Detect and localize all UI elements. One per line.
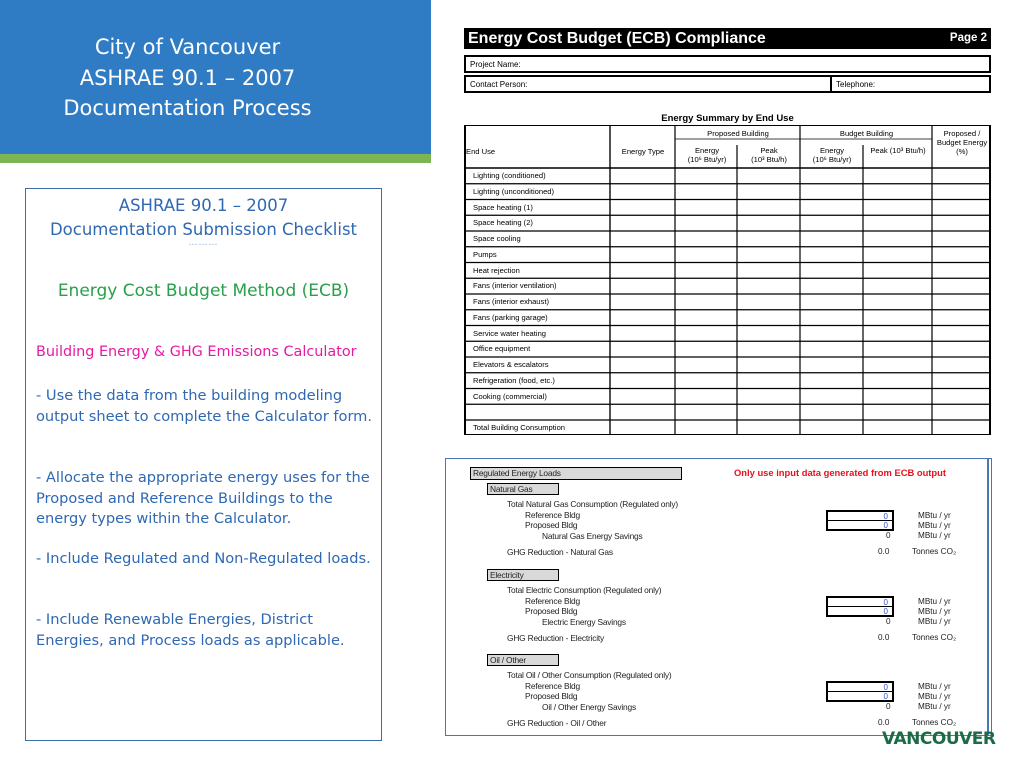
calculator-right-border <box>987 459 989 735</box>
project-name-field <box>464 55 991 73</box>
section-label-box: Electricity <box>487 569 559 581</box>
checklist-separator: ……… <box>188 238 219 248</box>
calculator-heading: Building Energy & GHG Emissions Calculator <box>36 344 357 360</box>
method-heading: Energy Cost Budget Method (ECB) <box>57 281 350 301</box>
header-budget-building: Budget Building <box>839 129 894 138</box>
consumption-input[interactable] <box>826 510 894 531</box>
ghg-value: 0.0 <box>878 547 890 556</box>
checklist-panel <box>25 188 382 741</box>
end-use-row-label: Lighting (conditioned) <box>473 171 546 180</box>
telephone-divider <box>830 77 832 91</box>
ghg-unit: Tonnes CO₂ <box>912 633 957 642</box>
unit-label: MBtu / yr <box>918 511 951 520</box>
proposed-value: 0 <box>883 607 888 616</box>
energy-summary-table <box>464 125 991 435</box>
end-use-row-label: Elevators & escalators <box>473 360 549 369</box>
reference-value: 0 <box>883 512 888 521</box>
ghg-unit: Tonnes CO₂ <box>912 547 957 556</box>
header-stripe <box>0 154 431 163</box>
input-divider <box>828 606 892 607</box>
title-line-3: Documentation Process <box>63 96 312 120</box>
form-title: Energy Cost Budget (ECB) Compliance <box>468 30 766 47</box>
unit-label: MBtu / yr <box>918 692 951 701</box>
end-use-row-label: Fans (interior ventilation) <box>473 281 557 291</box>
consumption-input[interactable] <box>826 681 894 702</box>
energy-savings-label: Oil / Other Energy Savings <box>542 702 636 712</box>
header-proposed-building: Proposed Building <box>707 129 769 138</box>
input-divider <box>828 691 892 692</box>
unit-label: MBtu / yr <box>918 607 951 616</box>
checklist-bullet-3: - Include Regulated and Non-Regulated loads. <box>36 550 371 567</box>
unit-label: MBtu / yr <box>918 531 951 540</box>
header-budget-energy: Energy (10⁶ Btu/yr) <box>812 146 852 164</box>
checklist-title-line-2: Documentation Submission Checklist <box>49 220 358 239</box>
ghg-unit: Tonnes CO₂ <box>912 718 957 727</box>
end-use-row-label: Service water heating <box>473 328 547 338</box>
checklist-bullet-1: - Use the data from the building modeling output sheet to complete the Calculator form. <box>36 387 373 425</box>
proposed-value: 0 <box>883 692 888 701</box>
reference-value: 0 <box>883 598 888 607</box>
unit-label: MBtu / yr <box>918 617 951 626</box>
input-divider <box>828 520 892 521</box>
unit-label: MBtu / yr <box>918 682 951 691</box>
consumption-input[interactable] <box>826 596 894 617</box>
checklist-title-line-1: ASHRAE 90.1 – 2007 <box>118 196 289 215</box>
form-banner <box>464 28 991 49</box>
checklist-bullet-4: - Include Renewable Energies, District Energies, and Process loads as applicable. <box>36 611 345 649</box>
ghg-value: 0.0 <box>878 633 890 642</box>
end-use-row-label: Heat rejection <box>473 265 520 275</box>
title-line-1: City of Vancouver <box>94 35 281 59</box>
section-total-label: Total Oil / Other Consumption (Regulated only) <box>507 670 672 680</box>
savings-value: 0 <box>886 531 891 540</box>
reference-value: 0 <box>883 683 888 692</box>
page-number: Page 2 <box>949 32 987 44</box>
header-end-use: End Use <box>466 147 496 156</box>
contact-person-label: Contact Person: <box>470 80 528 89</box>
reference-bldg-label: Reference Bldg <box>525 510 580 520</box>
savings-value: 0 <box>886 617 891 626</box>
contact-row <box>464 75 991 93</box>
end-use-row-label: Total Building Consumption <box>473 423 566 432</box>
header-proposed-budget-pct: Proposed / Budget Energy (%) <box>936 129 988 156</box>
header-proposed-peak: Peak (10³ Btu/h) <box>751 146 787 164</box>
regulated-loads-heading: Regulated Energy Loads <box>470 467 682 480</box>
header-banner <box>0 0 431 154</box>
section-label-box: Natural Gas <box>487 483 559 495</box>
section-total-label: Total Electric Consumption (Regulated only) <box>507 585 662 595</box>
end-use-row-label: Office equipment <box>473 344 531 354</box>
energy-savings-label: Natural Gas Energy Savings <box>542 531 643 541</box>
ghg-reduction-label: GHG Reduction - Natural Gas <box>507 547 613 557</box>
end-use-row-label: Fans (interior exhaust) <box>473 297 549 306</box>
section-total-label: Total Natural Gas Consumption (Regulated only) <box>507 499 678 509</box>
end-use-row-label: Space cooling <box>473 234 521 243</box>
energy-summary-title: Energy Summary by End Use <box>661 113 794 124</box>
ecb-compliance-form <box>464 28 991 436</box>
proposed-bldg-label: Proposed Bldg <box>525 606 578 616</box>
end-use-row-label: Refrigeration (food, etc.) <box>473 375 555 385</box>
ghg-value: 0.0 <box>878 718 890 727</box>
end-use-row-label: Space heating (2) <box>473 218 533 228</box>
ghg-reduction-label: GHG Reduction - Oil / Other <box>507 718 607 728</box>
ghg-calculator-form <box>445 458 992 736</box>
end-use-row-label: Pumps <box>473 249 497 259</box>
header-proposed-energy: Energy (10⁶ Btu/yr) <box>687 146 727 164</box>
proposed-bldg-label: Proposed Bldg <box>525 691 578 701</box>
end-use-row-label: Lighting (unconditioned) <box>473 186 555 196</box>
unit-label: MBtu / yr <box>918 521 951 530</box>
end-use-row-label: Space heating (1) <box>473 202 533 212</box>
proposed-bldg-label: Proposed Bldg <box>525 520 578 530</box>
telephone-label: Telephone: <box>836 80 876 89</box>
header-budget-peak: Peak (10³ Btu/h) <box>870 146 926 155</box>
end-use-row-label: Cooking (commercial) <box>473 391 547 401</box>
energy-savings-label: Electric Energy Savings <box>542 617 626 627</box>
unit-label: MBtu / yr <box>918 597 951 606</box>
proposed-value: 0 <box>883 521 888 530</box>
ghg-reduction-label: GHG Reduction - Electricity <box>507 633 604 643</box>
reference-bldg-label: Reference Bldg <box>525 596 580 606</box>
section-label-box: Oil / Other <box>487 654 559 666</box>
vancouver-logo: VANCOUVER <box>882 729 996 749</box>
input-warning: Only use input data generated from ECB output <box>734 467 946 478</box>
title-line-2: ASHRAE 90.1 – 2007 <box>79 65 296 90</box>
header-energy-type: Energy Type <box>621 147 665 156</box>
savings-value: 0 <box>886 702 891 711</box>
page-title <box>0 32 375 124</box>
unit-label: MBtu / yr <box>918 702 951 711</box>
project-name-label: Project Name: <box>470 60 521 69</box>
checklist-bullet-2: - Allocate the appropriate energy uses for the Proposed and Reference Buildings to the energy types within the Calculator. <box>36 469 370 528</box>
reference-bldg-label: Reference Bldg <box>525 681 580 691</box>
end-use-row-label: Fans (parking garage) <box>473 312 548 322</box>
